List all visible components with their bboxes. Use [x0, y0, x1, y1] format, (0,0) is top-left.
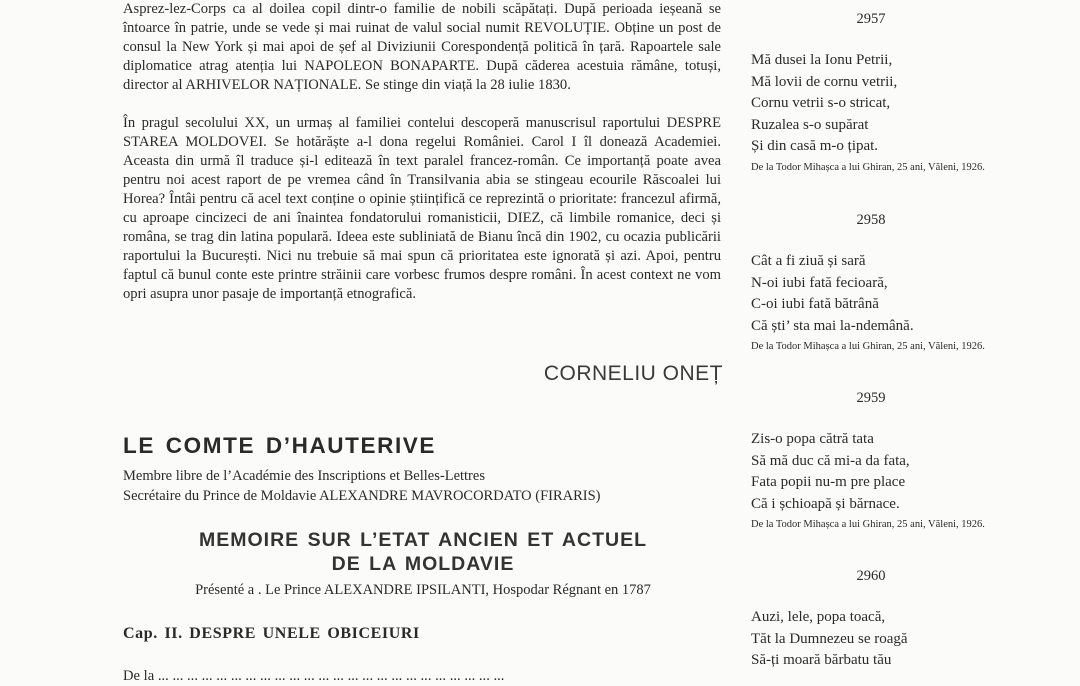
article-paragraph-biography: Asprez-lez-Corps ca al doilea copil dintr-o familie de nobili scăpătați. După perioada ieșeană se întoarce în patrie, unde se vede și mai ruinat de valul social numit REVOLUȚIE. Obține un post de consul la New York și mai apoi de șef al Diviziunii Corespondență politică în țară. Rapoartele sale diplomatice atrag atenția lui NAPOLEON BONAPARTE. După căderea acestuia rămâne, totuși, director al ARHIVELOR NAȚIONALE. Se stinge din viață la 28 iulie 1830.	[123, 1, 721, 93]
poem-verse: C-oi iubi fată bătrână	[751, 296, 879, 312]
author-name-heading: LE COMTE D’HAUTERIVE	[123, 433, 437, 458]
article-paragraph-manuscript: În pragul secolului XX, un urmaș al familiei contelui descoperă manuscrisul raportului DESPRE STAREA MOLDOVEI. Se hotărăște a-l dona regelui României. Carol I îl donează Academiei. Aceasta din urmă îl traduce și-l editează în text paralel francez-român. Ce importanță poate avea pentru noi acest raport de pe vremea când în Transilvania abia se stingeau ecourile Răscoalei lui Horea? Întâi pentru că acel text conține o opinie științifică ce reprezintă o prioritate: francezul afirmă, cu aproape cincizeci de ani înaintea fondatorului romanisticii, DIEZ, că limbile romanice, deci și româna, se trag din latina populară. Ideea este subliniată de Bianu încă din 1902, cu ocazia publicării raportului la București. Nici nu trebuie să mai spun că prioritatea este ignorată și azi. Apoi, pentru faptul că bunul conte este printre străinii care vorbesc frumos despre români. În acest context ne vom opri asupra unor pasaje de importanță etnografică.	[123, 115, 721, 302]
poem-verse: Mă lovii de cornu vetrii,	[751, 73, 898, 90]
poem-verse: Tăt la Dumnezeu se roagă	[751, 630, 908, 647]
poem-2957	[751, 10, 991, 175]
poem-verse: Fata popii nu-m pre place	[751, 474, 906, 490]
author-subtitle-academy: Membre libre de l’Académie des Inscriptions et Belles-Lettres	[123, 468, 485, 484]
poem-verse: Că ști’ sta mai la-ndemână.	[751, 317, 914, 334]
poem-number: 2958	[856, 212, 886, 228]
poem-verse: Să mă duc că mi-a da fata,	[751, 452, 910, 469]
chapter-heading: Cap. II. DESPRE UNELE OBICEIURI	[123, 625, 420, 642]
poem-verse: Să-ți moară bărbatu tău	[751, 652, 892, 668]
poem-2958	[751, 211, 991, 354]
memoir-title	[123, 528, 723, 576]
poem-verse: Cornu vetrii s-o stricat,	[751, 95, 891, 111]
poem-verse: Cât a fi ziuă și sară	[751, 253, 866, 269]
poem-verse: Și din casă m-o țipat.	[751, 138, 879, 154]
poem-verse: N-oi iubi fată fecioară,	[751, 274, 888, 291]
poem-verse: Că i șchioapă și bărnace.	[751, 495, 900, 512]
poem-source: De la Todor Mihașca a lui Ghiran, 25 ani, Văleni, 1926.	[751, 341, 985, 352]
poem-2960	[751, 567, 991, 672]
poem-verse: Ruzalea s-o supărat	[751, 116, 869, 133]
poem-2959	[751, 389, 991, 532]
poem-number: 2959	[856, 390, 886, 406]
memoir-presented-line: Présenté a . Le Prince ALEXANDRE IPSILANTI, Hospodar Régnant en 1787	[195, 582, 651, 598]
memoir-title-line-1: MEMOIRE SUR L’ETAT ANCIEN ET ACTUEL	[199, 529, 647, 551]
memoir-title-line-2: DE LA MOLDAVIE	[331, 553, 515, 575]
poem-number: 2957	[856, 11, 886, 27]
poem-source: De la Todor Mihașca a lui Ghiran, 25 ani, Văleni, 1926.	[751, 161, 985, 173]
poem-number: 2960	[856, 568, 886, 584]
trailing-text-line: De la ... ... ... ... ... ... ... ... ... ... ... ... ... ... ... ... ... ... ... ... ... ... ... ...	[123, 668, 505, 684]
poem-source: De la Todor Mihașca a lui Ghiran, 25 ani, Văleni, 1926.	[751, 519, 985, 530]
article-signature: CORNELIU ONEȚ	[543, 362, 723, 385]
author-subtitle-secretary: Secrétaire du Prince de Moldavie ALEXANDRE MAVROCORDATO (FIRARIS)	[123, 488, 601, 504]
poem-verse: Auzi, lele, popa toacă,	[751, 609, 886, 625]
poem-verse: Mă dusei la Ionu Petrii,	[751, 52, 893, 68]
poem-verse: Zis-o popa cătră tata	[751, 431, 874, 447]
